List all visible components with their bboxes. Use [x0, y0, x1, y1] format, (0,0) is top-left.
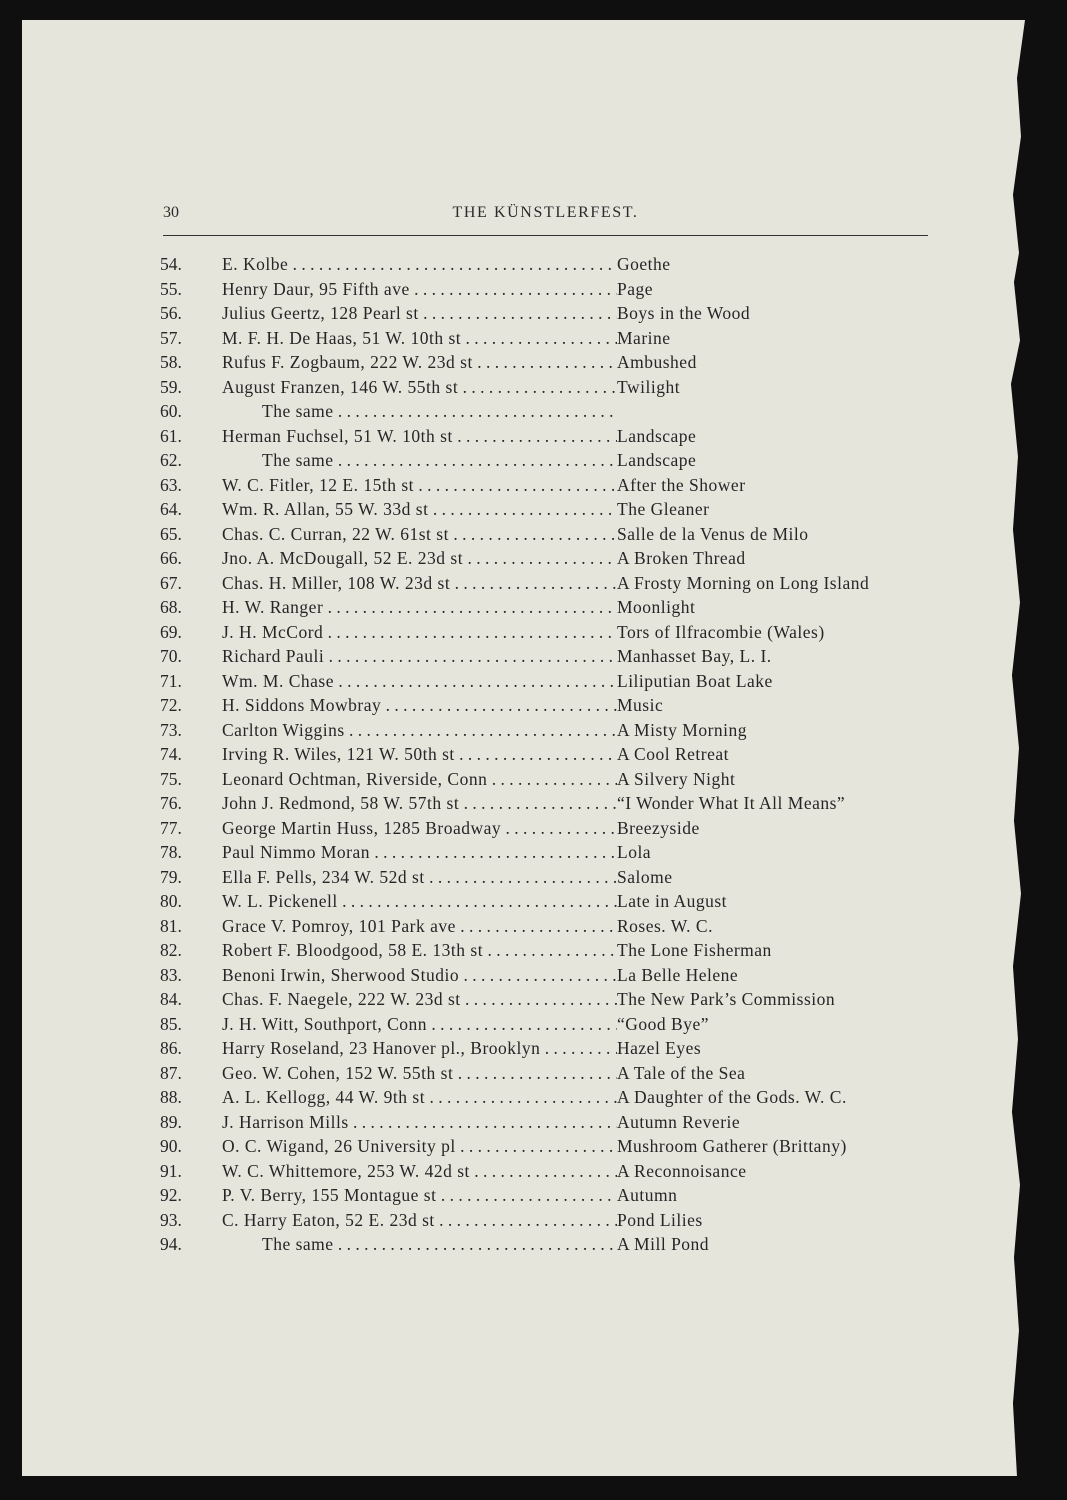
entry-number: 78. [160, 842, 182, 862]
entry-artist: Chas. H. Miller, 108 W. 23d st . . . [222, 571, 617, 596]
entry-artist: Grace V. Pomroy, 101 Park ave . . . [222, 914, 617, 939]
entry-painting: Autumn Reverie [617, 1111, 741, 1132]
entry-painting: Marine [617, 327, 671, 348]
entry-painting: Roses. W. C. [617, 915, 713, 936]
entry-number: 67. [160, 572, 182, 593]
entry-painting: After the Shower [617, 474, 746, 495]
entry-number: 54. [160, 254, 182, 274]
list-item [160, 252, 940, 277]
entry-painting: The Lone Fisherman [617, 940, 772, 960]
entry-artist: Herman Fuchsel, 51 W. 10th st . . . [222, 424, 617, 449]
list-item [160, 375, 940, 400]
list-item [160, 669, 940, 694]
entry-artist: Benoni Irwin, Sherwood Studio . . . [222, 963, 617, 988]
list-item [160, 497, 940, 522]
entry-number: 55. [160, 278, 182, 299]
entry-painting: A Broken Thread [617, 548, 746, 568]
entry-artist: Wm. R. Allan, 55 W. 33d st . . . [222, 497, 617, 522]
entry-number: 77. [160, 817, 182, 838]
entry-number: 92. [160, 1185, 182, 1205]
list-item [160, 718, 940, 743]
list-item [160, 620, 940, 645]
entry-number: 87. [160, 1062, 182, 1083]
entry-artist: Rufus F. Zogbaum, 222 W. 23d st . . . [222, 350, 617, 375]
entry-number: 86. [160, 1038, 182, 1058]
entry-artist: Irving R. Wiles, 121 W. 50th st . . . [222, 742, 617, 767]
entry-artist: O. C. Wigand, 26 University pl . . . [222, 1134, 617, 1159]
entry-artist: M. F. H. De Haas, 51 W. 10th st . . . [222, 326, 617, 351]
entry-painting: Boys in the Wood [617, 303, 751, 323]
entry-artist: George Martin Huss, 1285 Broadway . . . [222, 816, 617, 841]
entry-number: 68. [160, 597, 182, 617]
entry-number: 72. [160, 695, 182, 715]
entry-number: 90. [160, 1136, 182, 1156]
entry-number: 76. [160, 793, 182, 813]
entry-artist: J. Harrison Mills . . . [222, 1110, 617, 1135]
entry-artist: Chas. F. Naegele, 222 W. 23d st . . . [222, 987, 617, 1012]
entry-painting: Hazel Eyes [617, 1038, 702, 1058]
entry-number: 70. [160, 646, 182, 666]
entry-number: 74. [160, 744, 182, 764]
entry-painting: Salome [617, 866, 673, 887]
entry-painting: Music [617, 695, 664, 715]
list-item [160, 791, 940, 816]
entry-artist: W. L. Pickenell . . . [222, 889, 617, 914]
entry-painting: A Cool Retreat [617, 744, 729, 764]
entry-artist: Chas. C. Curran, 22 W. 61st st . . . [222, 522, 617, 547]
entry-artist: W. C. Whittemore, 253 W. 42d st . . . [222, 1159, 617, 1184]
entry-number: 89. [160, 1111, 182, 1132]
entry-number: 58. [160, 352, 182, 372]
entry-painting: A Misty Morning [617, 719, 748, 740]
entry-artist: Wm. M. Chase . . . [222, 669, 617, 694]
entry-painting: Breezyside [617, 817, 700, 838]
list-item [160, 1110, 940, 1135]
entry-artist: Ella F. Pells, 234 W. 52d st . . . [222, 865, 617, 890]
entry-number: 85. [160, 1013, 182, 1034]
page-header [163, 204, 928, 226]
entry-artist: Richard Pauli . . . [222, 644, 617, 669]
entry-painting: Landscape [617, 450, 697, 470]
entry-number: 94. [160, 1234, 182, 1254]
entry-painting: Ambushed [617, 352, 697, 372]
entry-artist: August Franzen, 146 W. 55th st . . . [222, 375, 617, 400]
entry-artist: Geo. W. Cohen, 152 W. 55th st . . . [222, 1061, 617, 1086]
list-item [160, 1159, 940, 1184]
entry-number: 91. [160, 1160, 182, 1181]
entry-artist: The same . . . [262, 399, 617, 424]
list-item [160, 840, 940, 865]
list-item [160, 963, 940, 988]
entry-painting: The Gleaner [617, 499, 710, 519]
entry-number: 93. [160, 1209, 182, 1230]
list-item [160, 1208, 940, 1233]
list-item [160, 816, 940, 841]
entry-painting: A Reconnoisance [617, 1160, 747, 1181]
list-item [160, 595, 940, 620]
entry-artist: J. H. McCord . . . [222, 620, 617, 645]
entry-number: 66. [160, 548, 182, 568]
list-item [160, 1232, 940, 1257]
header-rule [163, 235, 928, 236]
entry-artist: Paul Nimmo Moran . . . [222, 840, 617, 865]
list-item [160, 301, 940, 326]
entry-number: 83. [160, 964, 182, 985]
list-item [160, 914, 940, 939]
entry-artist: Leonard Ochtman, Riverside, Conn . . . [222, 767, 617, 792]
entry-painting: Goethe [617, 254, 671, 274]
entry-painting: A Daughter of the Gods. W. C. [617, 1087, 847, 1107]
entry-artist: H. W. Ranger . . . [222, 595, 617, 620]
entry-painting: Pond Lilies [617, 1209, 703, 1230]
entry-painting: Manhasset Bay, L. I. [617, 646, 772, 666]
entry-artist: H. Siddons Mowbray . . . [222, 693, 617, 718]
entry-painting: A Frosty Morning on Long Island [617, 572, 870, 593]
entry-number: 88. [160, 1087, 182, 1107]
entry-artist: A. L. Kellogg, 44 W. 9th st . . . [222, 1085, 617, 1110]
entry-painting: Salle de la Venus de Milo [617, 523, 809, 544]
entry-painting: A Tale of the Sea [617, 1062, 746, 1083]
entry-number: 57. [160, 327, 182, 348]
entry-number: 62. [160, 450, 182, 470]
entry-artist: C. Harry Eaton, 52 E. 23d st . . . [222, 1208, 617, 1233]
list-item [160, 1012, 940, 1037]
entry-painting: Late in August [617, 891, 728, 911]
entry-painting: A Mill Pond [617, 1234, 710, 1254]
list-item [160, 644, 940, 669]
list-item [160, 522, 940, 547]
list-item [160, 1036, 940, 1061]
list-item [160, 865, 940, 890]
list-item [160, 693, 940, 718]
list-item [160, 1134, 940, 1159]
entry-artist: J. H. Witt, Southport, Conn . . . [222, 1012, 617, 1037]
list-item [160, 1085, 940, 1110]
list-item [160, 1183, 940, 1208]
entry-artist: John J. Redmond, 58 W. 57th st . . . [222, 791, 617, 816]
entry-painting: Page [617, 278, 654, 299]
list-item [160, 571, 940, 596]
list-item [160, 448, 940, 473]
list-item [160, 350, 940, 375]
entry-artist: W. C. Fitler, 12 E. 15th st . . . [222, 473, 617, 498]
entry-painting: Twilight [617, 376, 681, 397]
list-item [160, 767, 940, 792]
entry-painting: Moonlight [617, 597, 696, 617]
entry-artist: Julius Geertz, 128 Pearl st . . . [222, 301, 617, 326]
entry-number: 64. [160, 499, 182, 519]
entry-number: 56. [160, 303, 182, 323]
entry-artist: Robert F. Bloodgood, 58 E. 13th st . . . [222, 938, 617, 963]
entry-number: 65. [160, 523, 182, 544]
entry-painting: La Belle Helene [617, 964, 739, 985]
running-title: THE KÜNSTLERFEST. [452, 204, 639, 221]
entry-number: 84. [160, 989, 182, 1009]
list-item [160, 277, 940, 302]
entry-painting: “I Wonder What It All Means” [617, 793, 846, 813]
entry-number: 79. [160, 866, 182, 887]
entry-number: 82. [160, 940, 182, 960]
entry-artist: P. V. Berry, 155 Montague st . . . [222, 1183, 617, 1208]
list-item [160, 473, 940, 498]
entry-number: 60. [160, 401, 182, 421]
entry-number: 73. [160, 719, 182, 740]
list-item [160, 326, 940, 351]
entry-number: 61. [160, 425, 182, 446]
entry-artist: Carlton Wiggins . . . [222, 718, 617, 743]
list-item [160, 987, 940, 1012]
list-item [160, 742, 940, 767]
entry-artist: The same . . . [262, 448, 617, 473]
entry-painting: Liliputian Boat Lake [617, 670, 773, 691]
entry-painting: Autumn [617, 1185, 678, 1205]
entry-painting: Lola [617, 842, 652, 862]
entry-number: 81. [160, 915, 182, 936]
entry-number: 75. [160, 768, 182, 789]
entry-number: 69. [160, 621, 182, 642]
entry-artist: E. Kolbe . . . [222, 252, 617, 277]
entry-artist: Jno. A. McDougall, 52 E. 23d st . . . [222, 546, 617, 571]
entry-painting: A Silvery Night [617, 768, 736, 789]
page-number: 30 [163, 204, 179, 221]
list-item [160, 399, 940, 424]
entry-painting: Landscape [617, 425, 697, 446]
entry-number: 71. [160, 670, 182, 691]
exhibit-list [160, 252, 940, 1257]
list-item [160, 889, 940, 914]
entry-artist: The same . . . [262, 1232, 617, 1257]
entry-painting: Tors of Ilfracombie (Wales) [617, 621, 825, 642]
entry-painting: “Good Bye” [617, 1013, 709, 1034]
entry-number: 59. [160, 376, 182, 397]
entry-painting: The New Park’s Commission [617, 989, 836, 1009]
list-item [160, 424, 940, 449]
list-item [160, 938, 940, 963]
entry-number: 80. [160, 891, 182, 911]
entry-artist: Harry Roseland, 23 Hanover pl., Brooklyn . . . [222, 1036, 617, 1061]
entry-number: 63. [160, 474, 182, 495]
entry-artist: Henry Daur, 95 Fifth ave . . . [222, 277, 617, 302]
list-item [160, 546, 940, 571]
list-item [160, 1061, 940, 1086]
entry-painting: Mushroom Gatherer (Brittany) [617, 1136, 847, 1156]
